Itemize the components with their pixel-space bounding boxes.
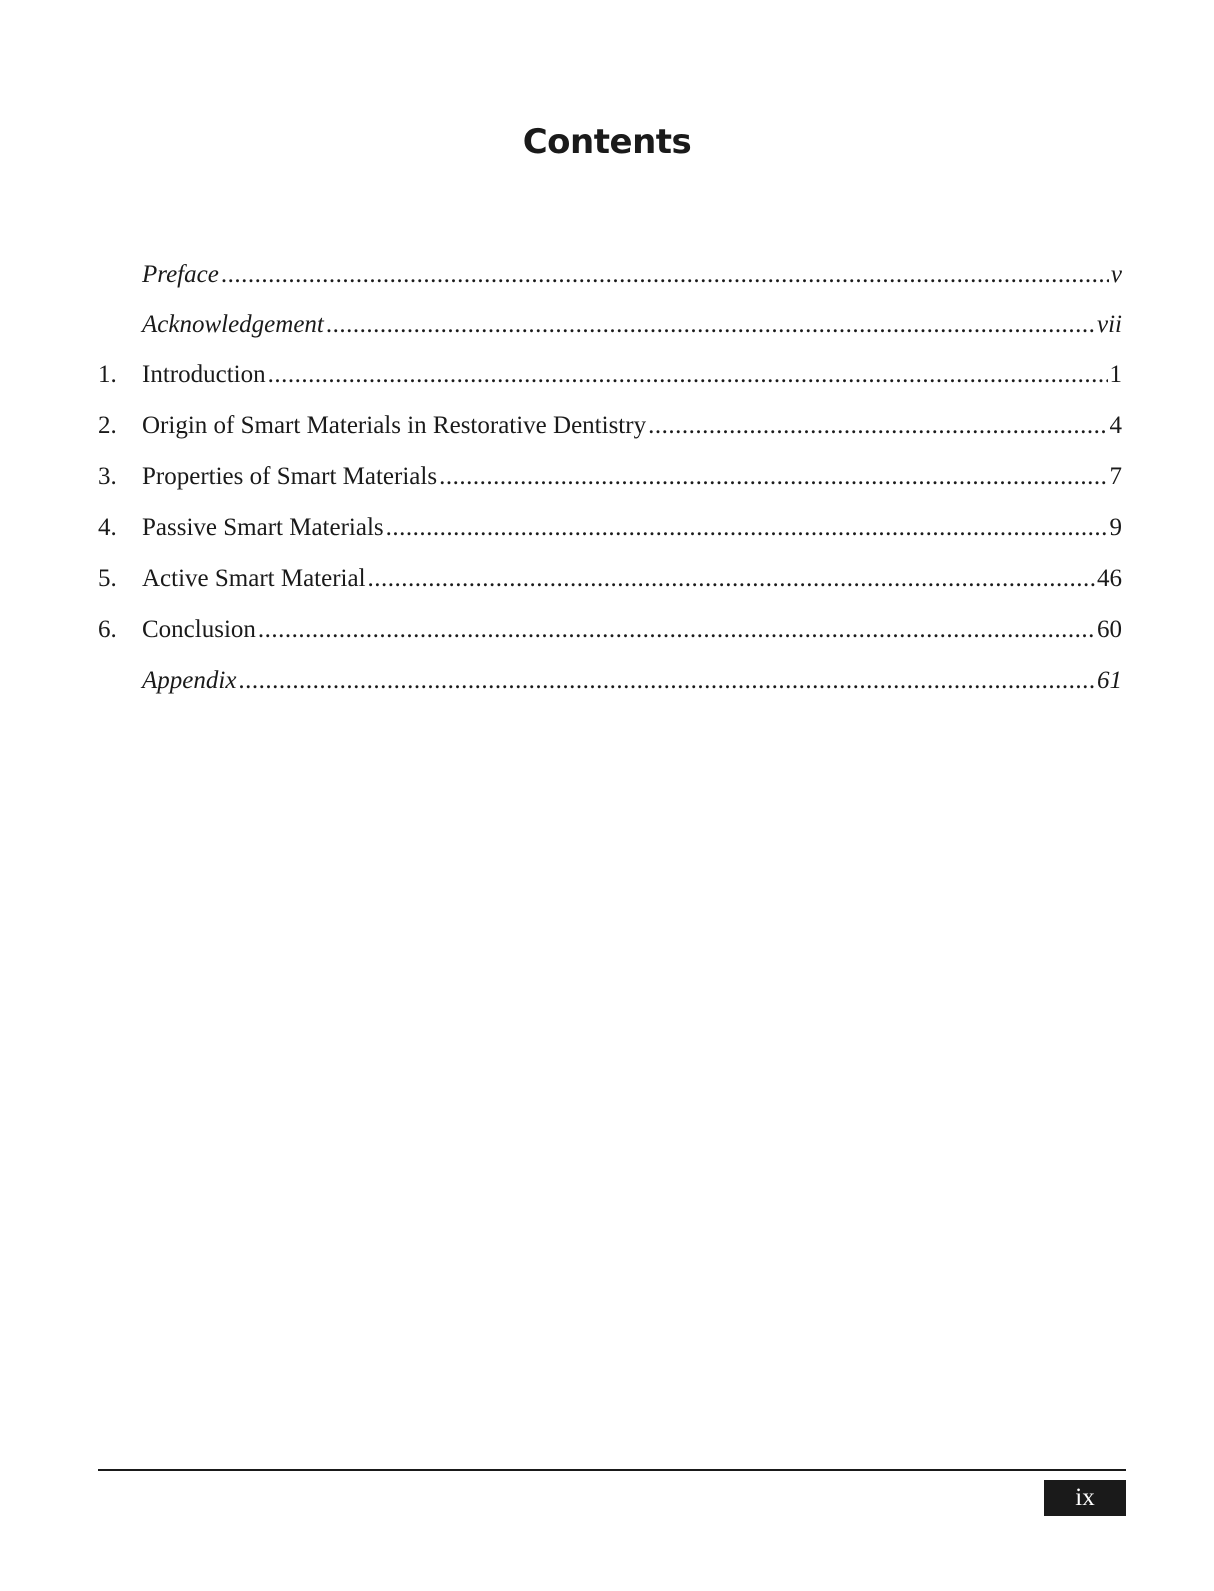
toc-entry-number: 5. (98, 565, 117, 592)
toc-dot-leader (368, 564, 1095, 594)
toc-dot-leader (648, 411, 1107, 441)
page-number-badge: ix (1044, 1480, 1126, 1516)
toc-entry-page: 46 (1097, 565, 1122, 592)
toc-entry-number: 6. (98, 616, 117, 643)
toc-dot-leader (326, 310, 1095, 340)
toc-entry-title: Preface (142, 261, 219, 288)
toc-entry-title: Origin of Smart Materials in Restorative Dentistry (142, 412, 647, 439)
toc-entry-title: Properties of Smart Materials (142, 463, 438, 490)
toc-entry-chapter-4[interactable] (98, 513, 1122, 564)
toc-dot-leader (268, 360, 1108, 390)
toc-entry-chapter-3[interactable] (98, 462, 1122, 513)
toc-dot-leader (238, 666, 1095, 696)
toc-entry-appendix[interactable] (98, 666, 1122, 716)
toc-entry-chapter-1[interactable] (98, 360, 1122, 411)
toc-entry-chapter-2[interactable] (98, 411, 1122, 462)
table-of-contents (98, 260, 1122, 716)
toc-entry-page: 1 (1109, 361, 1122, 388)
toc-dot-leader (386, 513, 1108, 543)
toc-entry-number: 3. (98, 463, 117, 490)
toc-dot-leader (221, 260, 1109, 290)
toc-entry-number: 4. (98, 514, 117, 541)
toc-entry-title: Passive Smart Materials (142, 514, 384, 541)
toc-entry-page: 61 (1097, 667, 1122, 694)
toc-entry-page: 7 (1109, 463, 1122, 490)
toc-dot-leader (258, 615, 1095, 645)
toc-entry-page: 9 (1109, 514, 1122, 541)
toc-entry-page: v (1110, 261, 1122, 288)
toc-entry-page: 60 (1097, 616, 1122, 643)
toc-entry-title: Introduction (142, 361, 266, 388)
toc-dot-leader (439, 462, 1107, 492)
toc-entry-title: Acknowledgement (142, 311, 324, 338)
toc-entry-title: Active Smart Material (142, 565, 366, 592)
page-title: Contents (522, 122, 692, 162)
toc-entry-chapter-6[interactable] (98, 615, 1122, 666)
toc-entry-title: Appendix (142, 667, 237, 694)
toc-entry-acknowledgement[interactable] (98, 310, 1122, 360)
toc-entry-page: 4 (1109, 412, 1122, 439)
toc-entry-chapter-5[interactable] (98, 564, 1122, 615)
toc-entry-number: 1. (98, 361, 117, 388)
toc-entry-preface[interactable] (98, 260, 1122, 310)
footer-rule (98, 1469, 1126, 1471)
toc-entry-title: Conclusion (142, 616, 256, 643)
toc-entry-page: vii (1097, 311, 1122, 338)
toc-entry-number: 2. (98, 412, 117, 439)
